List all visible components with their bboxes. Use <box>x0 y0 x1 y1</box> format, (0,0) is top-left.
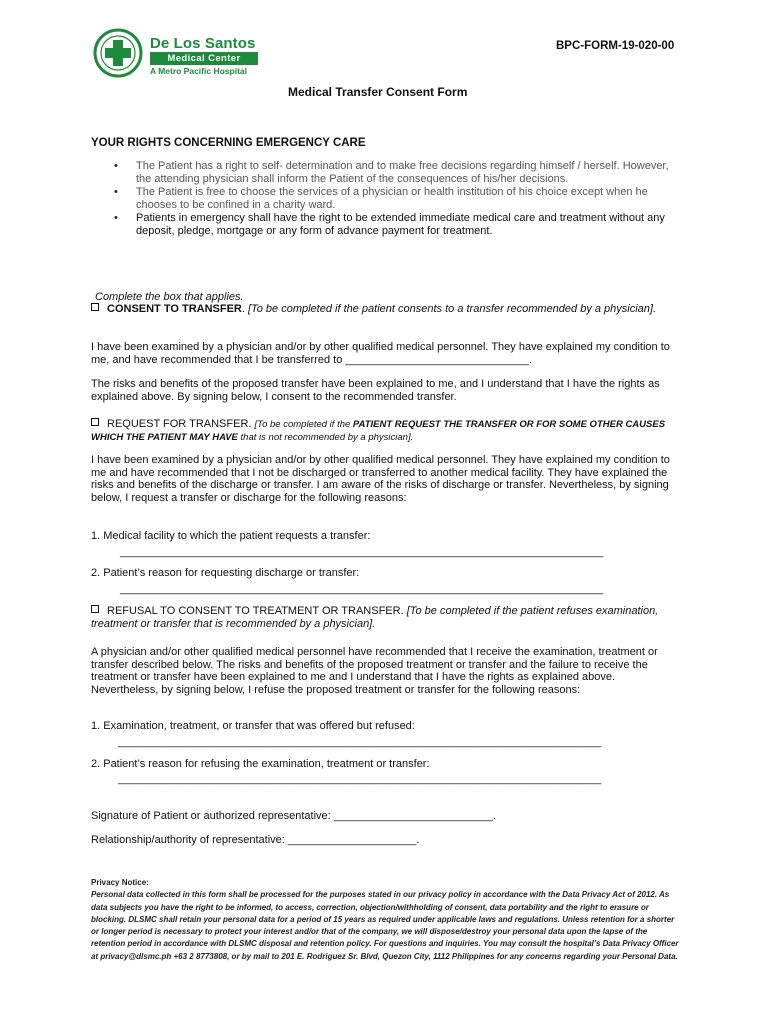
refusal-question-1: 1. Examination, treatment, or transfer that was offered but refused: <box>91 720 415 732</box>
request-question-1: 1. Medical facility to which the patient requests a transfer: <box>91 530 371 542</box>
consent-section-header: CONSENT TO TRANSFER. [To be completed if the patient consents to a transfer recommended by a physician]. <box>91 303 681 316</box>
request-answer-1-line[interactable]: _______________________________________________________________________________ <box>120 546 604 558</box>
request-section-header: REQUEST FOR TRANSFER. [To be completed if the PATIENT REQUEST THE TRANSFER OR FOR SOME OTHER CAUSES WHICH THE PATIENT MAY HAVE that is not recommended by a physician]. <box>91 418 666 443</box>
refusal-answer-2-line[interactable]: _______________________________________________________________________________ <box>118 773 602 785</box>
request-heading: REQUEST FOR TRANSFER <box>107 418 249 430</box>
refusal-answer-1-line[interactable]: _______________________________________________________________________________ <box>118 736 602 748</box>
refusal-heading: REFUSAL TO CONSENT TO TREATMENT OR TRANSFER <box>107 605 401 617</box>
privacy-notice <box>91 877 681 963</box>
consent-note: [To be completed if the patient consents to a transfer recommended by a physician]. <box>247 303 657 315</box>
hospital-logo <box>92 28 282 78</box>
consent-paragraph-1: I have been examined by a physician and/or by other qualified medical personnel. They have explained my condition to me, and have recommended that I be transferred to ______________________________. <box>91 341 670 366</box>
hospital-seal-icon <box>92 28 146 78</box>
rights-list <box>114 160 684 238</box>
request-note-a: [To be completed if the <box>254 419 353 430</box>
request-note-c: that is not recommended by a physician]. <box>237 432 414 443</box>
instruction-text: Complete the box that applies. <box>95 291 244 303</box>
refusal-note: [To be completed if the patient refuses examination, treatment or transfer that is recommended by a physician]. <box>91 605 659 630</box>
signature-line[interactable]: Signature of Patient or authorized representative: __________________________. <box>91 810 496 822</box>
request-paragraph: I have been examined by a physician and/or by other qualified medical personnel. They have explained my condition to me and have recommended that I not be discharged or transferred to another medical facility. They have explained the risks and benefits of the discharge or transfer. I am aware of the risks of discharge or transfer. Nevertheless, by signing below, I request a transfer or discharge for the following reasons: <box>91 454 670 504</box>
refusal-paragraph: A physician and/or other qualified medical personnel have recommended that I receive the examination, treatment or transfer described below. The risks and benefits of the proposed treatment or transfer and the failure to receive the treatment or transfer have been explained to me and I understand that I have the rights as explained above. Nevertheless, by signing below, I refuse the proposed treatment or transfer for the following reasons: <box>91 646 658 696</box>
request-checkbox[interactable] <box>91 418 99 426</box>
refusal-question-2: 2. Patient’s reason for refusing the examination, treatment or transfer: <box>91 758 430 770</box>
rights-item: • The Patient has a right to self- determination and to make free decisions regarding himself / herself. However, the attending physician shall inform the Patient of the consequences of his/her decisions. <box>114 160 684 186</box>
request-note-b: PATIENT REQUEST THE TRANSFER OR FOR SOME OTHER CAUSES WHICH THE PATIENT MAY HAVE <box>91 419 666 443</box>
rights-item: • The Patient is free to choose the services of a physician or health institution of his choice except when he chooses to be confined in a charity ward. <box>114 186 684 212</box>
rights-heading: YOUR RIGHTS CONCERNING EMERGENCY CARE <box>91 137 366 149</box>
privacy-heading: Privacy Notice: <box>91 878 149 887</box>
rights-item: • Patients in emergency shall have the right to be extended immediate medical care and treatment without any deposit, pledge, mortgage or any form of advance payment for treatment. <box>114 212 684 238</box>
refusal-checkbox[interactable] <box>91 605 99 613</box>
form-code: BPC-FORM-19-020-00 <box>556 40 675 52</box>
consent-paragraph-2: The risks and benefits of the proposed transfer have been explained to me, and I understand that I have the rights as explained above. By signing below, I consent to the recommended transfer. <box>91 378 660 403</box>
logo-subtitle: Medical Center <box>150 52 258 65</box>
consent-checkbox[interactable] <box>91 303 99 311</box>
privacy-body: Personal data collected in this form shall be processed for the purposes stated in our privacy policy in accordance with the Data Privacy Act of 2012. As data subjects you have the right to be informed, to access, correction, objection/withholding of consent, data portability and the right to erasure or blocking. DLSMC shall retain your personal data for a period of 15 years as required under applicable laws and regulations. Unless retention for a shorter or longer period is necessary to protect your interest and/or that of the company, we will dispose/destroy your personal data upon the lapse of the retention period in accordance with DLSMC disposal and retention policy. For questions and inquiries. You may consult the hospital’s Data Privacy Officer at privacy@dlsmc.ph +63 2 8773808, or by mail to 201 E. Rodriguez Sr. Blvd, Quezon City, 1112 Philippines for any concerns regarding your Personal Data. <box>91 890 679 961</box>
relationship-line[interactable]: Relationship/authority of representative: _____________________. <box>91 834 420 846</box>
refusal-section-header: REFUSAL TO CONSENT TO TREATMENT OR TRANSFER. [To be completed if the patient refuses examination, treatment or transfer that is recommended by a physician]. <box>91 605 659 630</box>
logo-name: De Los Santos <box>150 35 256 52</box>
request-answer-2-line[interactable]: _______________________________________________________________________________ <box>120 583 604 595</box>
request-question-2: 2. Patient’s reason for requesting discharge or transfer: <box>91 567 360 579</box>
consent-heading: CONSENT TO TRANSFER <box>107 303 242 315</box>
form-title: Medical Transfer Consent Form <box>288 85 468 99</box>
logo-tagline: A Metro Pacific Hospital <box>150 66 247 76</box>
